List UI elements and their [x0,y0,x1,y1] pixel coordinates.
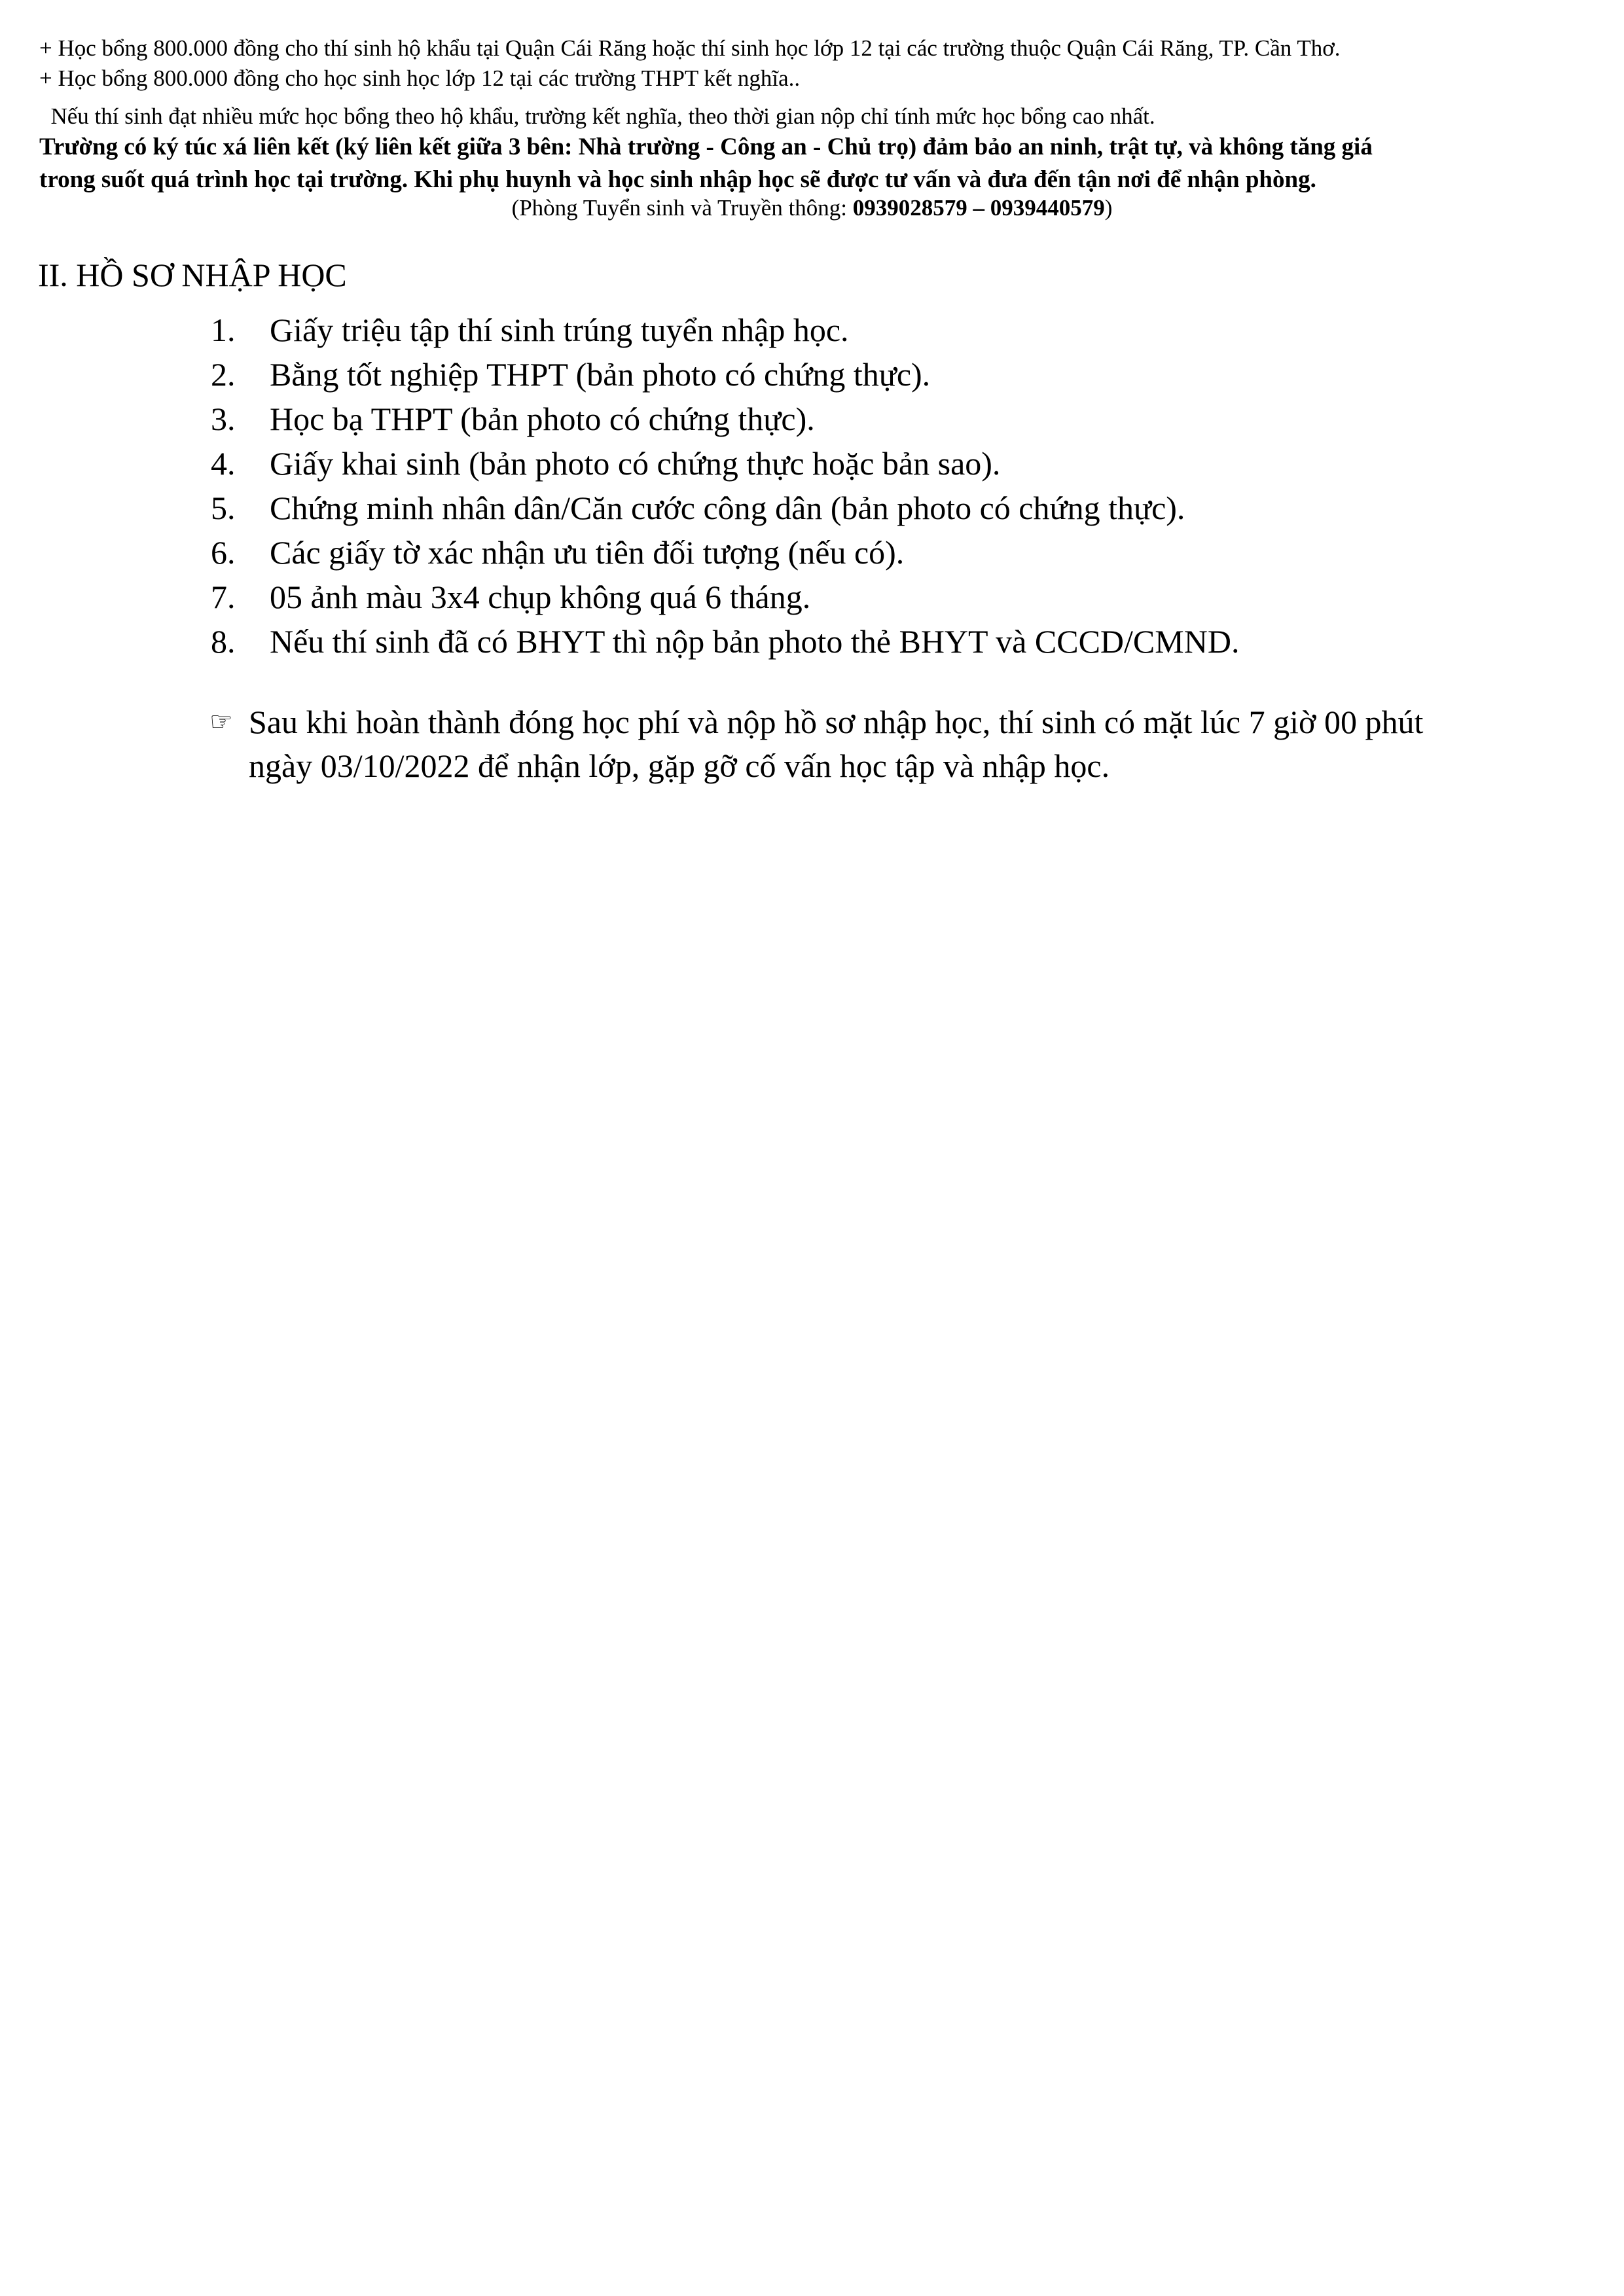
list-item [211,397,1239,441]
list-item [211,575,1239,619]
list-item [211,308,1239,352]
scholarship-line-1: + Học bổng 800.000 đồng cho thí sinh hộ khẩu tại Quận Cái Răng hoặc thí sinh học lớp 12 tại các trường thuộc Quận Cái Răng, TP. Cần Thơ. [39,35,1341,61]
list-item [211,486,1239,530]
list-item [211,441,1239,486]
contact-phones: 0939028579 – 0939440579 [852,195,1105,221]
list-item-text: Nếu thí sinh đã có BHYT thì nộp bản photo thẻ BHYT và CCCD/CMND. [270,623,1240,660]
list-item-number: 3. [211,401,236,437]
note-line-2: ngày 03/10/2022 để nhận lớp, gặp gỡ cố vấn học tập và nhập học. [249,747,1110,784]
list-item-number: 5. [211,490,236,526]
list-item-text: Các giấy tờ xác nhận ưu tiên đối tượng (nếu có). [270,534,905,571]
list-item-number: 6. [211,534,236,571]
list-item [211,530,1239,575]
list-item-text: Bằng tốt nghiệp THPT (bản photo có chứng thực). [270,356,931,393]
list-item-text: Giấy triệu tập thí sinh trúng tuyển nhập học. [270,312,849,348]
scholarship-note: Nếu thí sinh đạt nhiều mức học bổng theo hộ khẩu, trường kết nghĩa, theo thời gian nộp chỉ tính mức học bổng cao nhất. [39,103,1155,129]
list-item-number: 7. [211,579,236,615]
list-item-text: Học bạ THPT (bản photo có chứng thực). [270,401,815,437]
enrollment-note [209,700,1558,788]
contact-close: ) [1104,195,1113,221]
scholarship-line-2: + Học bổng 800.000 đồng cho học sinh học lớp 12 tại các trường THPT kết nghĩa.. [39,65,801,91]
list-item-number: 2. [211,356,236,393]
list-item-text: Chứng minh nhân dân/Căn cước công dân (bản photo có chứng thực). [270,490,1185,526]
list-item [211,352,1239,397]
contact-info [0,194,1624,223]
list-item-text: 05 ảnh màu 3x4 chụp không quá 6 tháng. [270,579,811,615]
contact-label: (Phòng Tuyển sinh và Truyền thông: [511,195,853,221]
section-title: II. HỒ SƠ NHẬP HỌC [38,257,347,293]
list-item-number: 4. [211,445,236,482]
pointing-hand-icon: ☞ [209,707,233,737]
note-line-1: Sau khi hoàn thành đóng học phí và nộp hồ sơ nhập học, thí sinh có mặt lúc 7 giờ 00 phút [249,704,1424,740]
list-item-text: Giấy khai sinh (bản photo có chứng thực hoặc bản sao). [270,445,1001,482]
dormitory-notice-line-2: trong suốt quá trình học tại trường. Khi phụ huynh và học sinh nhập học sẽ được tư vấn và đưa đến tận nơi để nhận phòng. [39,166,1316,193]
list-item-number: 1. [211,312,236,348]
list-item [211,619,1239,664]
requirements-list [211,308,1239,664]
note-text [249,700,1423,788]
dormitory-notice-line-1: Trường có ký túc xá liên kết (ký liên kết giữa 3 bên: Nhà trường - Công an - Chủ trọ) đảm bảo an ninh, trật tự, và không tăng giá [39,134,1373,160]
list-item-number: 8. [211,623,236,660]
